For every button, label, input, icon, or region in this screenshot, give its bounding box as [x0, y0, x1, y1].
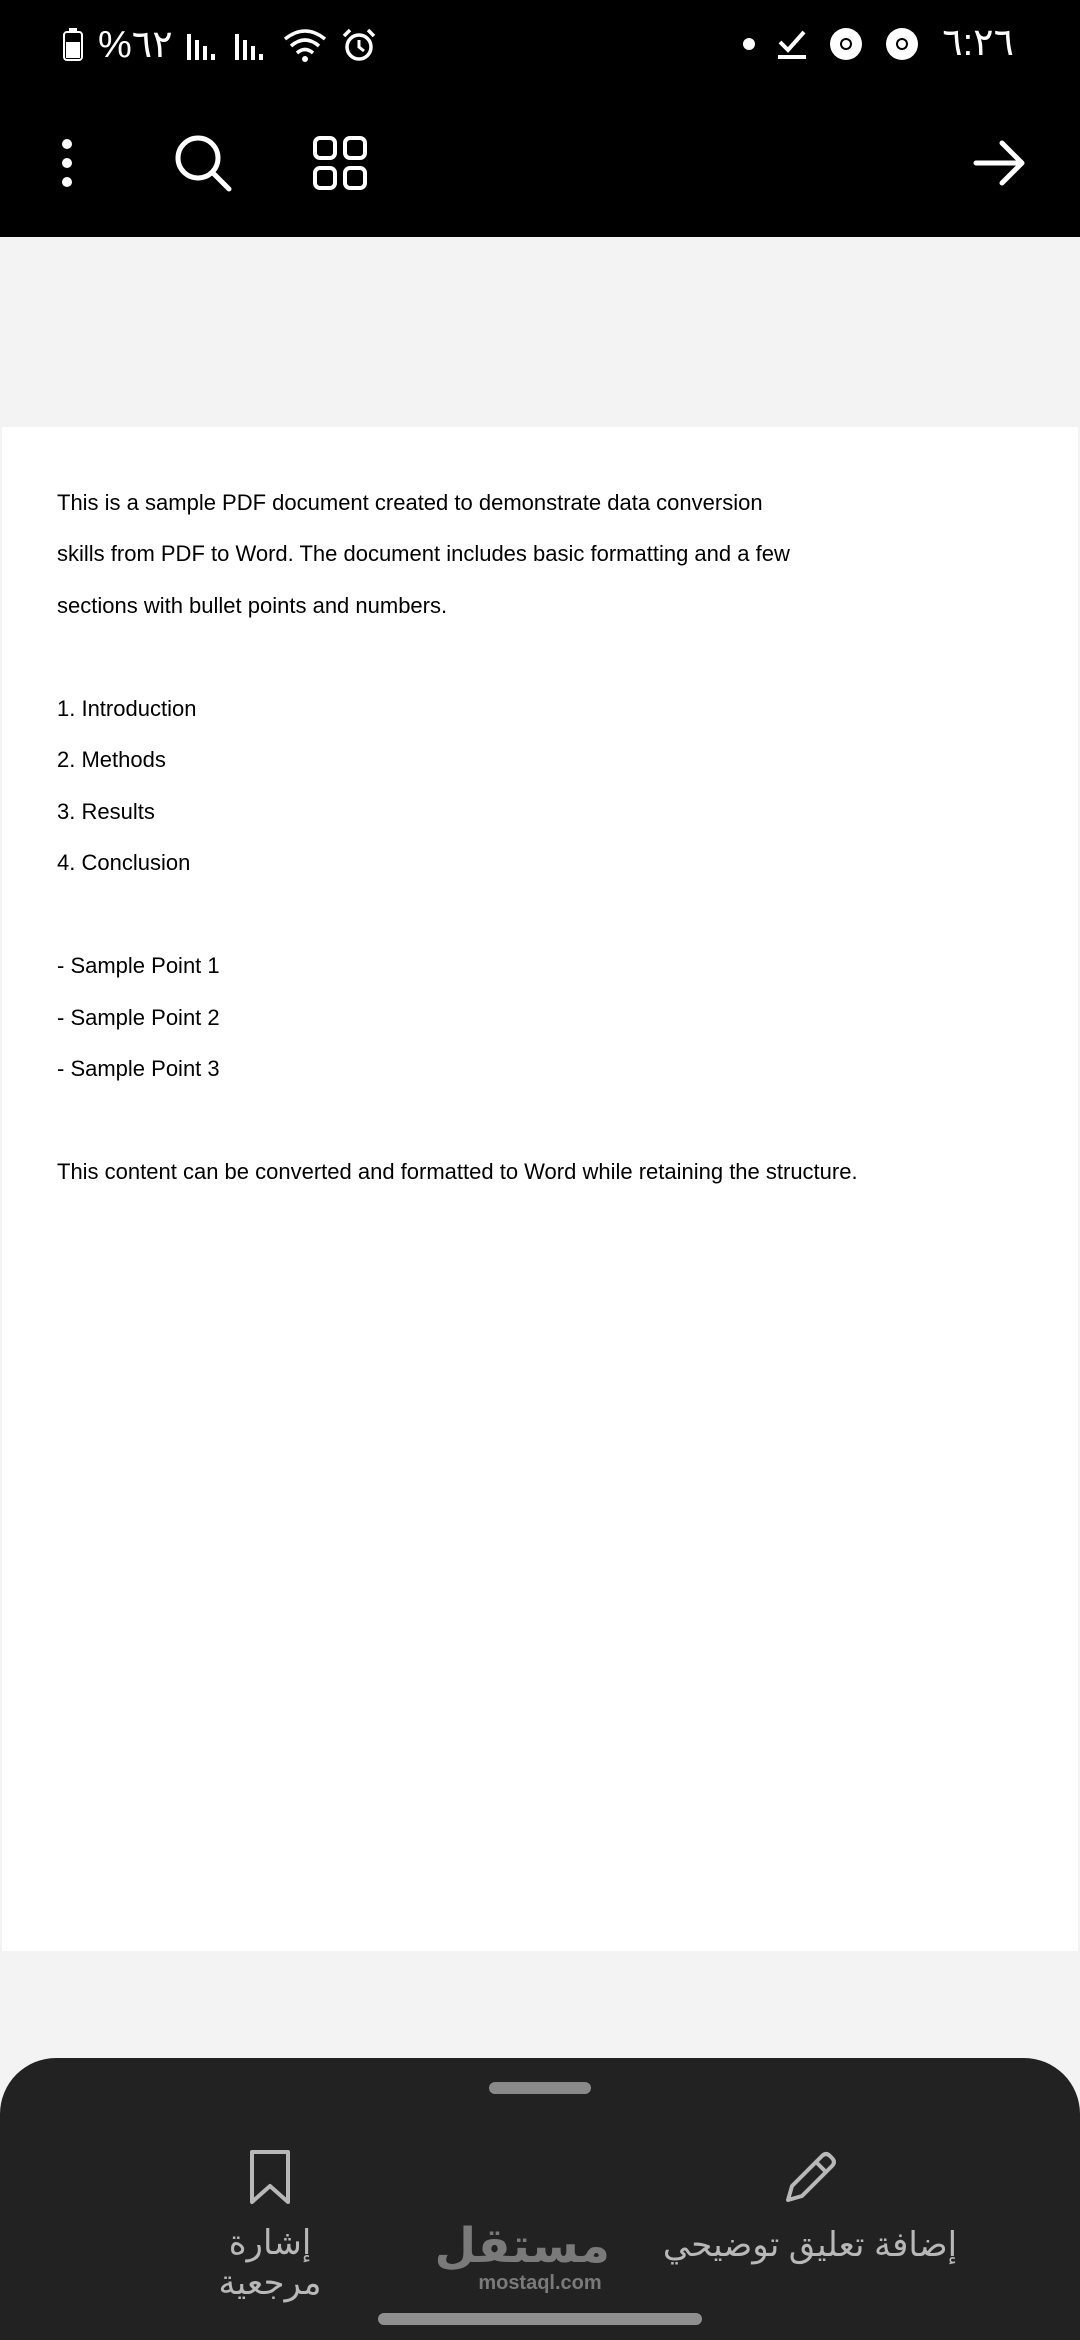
- numbered-item: 1. Introduction: [57, 696, 197, 721]
- numbered-item: 4. Conclusion: [57, 850, 191, 875]
- battery-icon: [62, 28, 84, 62]
- chrome-icon: [884, 26, 920, 62]
- bookmark-label: إشارة مرجعية: [218, 2224, 322, 2302]
- bullet-item: - Sample Point 3: [57, 1056, 220, 1081]
- forward-arrow-icon[interactable]: [965, 128, 1035, 198]
- battery-percent: %٦٢: [98, 24, 173, 66]
- status-right-group: [742, 26, 920, 62]
- bookmark-button[interactable]: [180, 2148, 360, 2303]
- annotate-label: إضافة تعليق توضيحي: [662, 2226, 958, 2264]
- pdf-page[interactable]: [2, 427, 1078, 1951]
- search-icon[interactable]: [168, 128, 238, 198]
- grid-icon[interactable]: [305, 128, 375, 198]
- clock: ٦:٢٦: [942, 22, 1014, 64]
- bottom-sheet[interactable]: [0, 2058, 1080, 2340]
- signal-icon: [187, 30, 221, 60]
- watermark-arabic: مستقل: [434, 2220, 610, 2273]
- more-vert-icon[interactable]: [32, 128, 102, 198]
- signal-icon: [235, 30, 269, 60]
- numbered-item: 3. Results: [57, 799, 155, 824]
- pencil-icon: [780, 2148, 840, 2208]
- gesture-nav-bar[interactable]: [378, 2313, 702, 2325]
- paragraph-line: skills from PDF to Word. The document includes basic formatting and a few: [57, 541, 790, 566]
- bullet-item: - Sample Point 1: [57, 953, 220, 978]
- bullet-item: - Sample Point 2: [57, 1005, 220, 1030]
- closing-paragraph: This content can be converted and formatted to Word while retaining the structure.: [57, 1159, 858, 1184]
- watermark: [434, 2220, 610, 2295]
- status-left-group: [62, 22, 377, 67]
- alarm-icon: [341, 27, 377, 63]
- paragraph-line: This is a sample PDF document created to demonstrate data conversion: [57, 490, 763, 515]
- bookmark-icon: [247, 2148, 293, 2206]
- chrome-icon: [828, 26, 864, 62]
- status-bar: [0, 0, 1080, 92]
- wifi-icon: [283, 27, 327, 63]
- paragraph-line: sections with bullet points and numbers.: [57, 593, 448, 618]
- annotate-button[interactable]: [660, 2148, 960, 2265]
- top-toolbar: [0, 92, 1080, 237]
- watermark-latin: mostaql.com: [478, 2272, 602, 2294]
- sheet-drag-handle[interactable]: [489, 2082, 591, 2094]
- download-done-icon: [776, 28, 808, 60]
- dot-icon: [742, 37, 756, 51]
- numbered-item: 2. Methods: [57, 747, 166, 772]
